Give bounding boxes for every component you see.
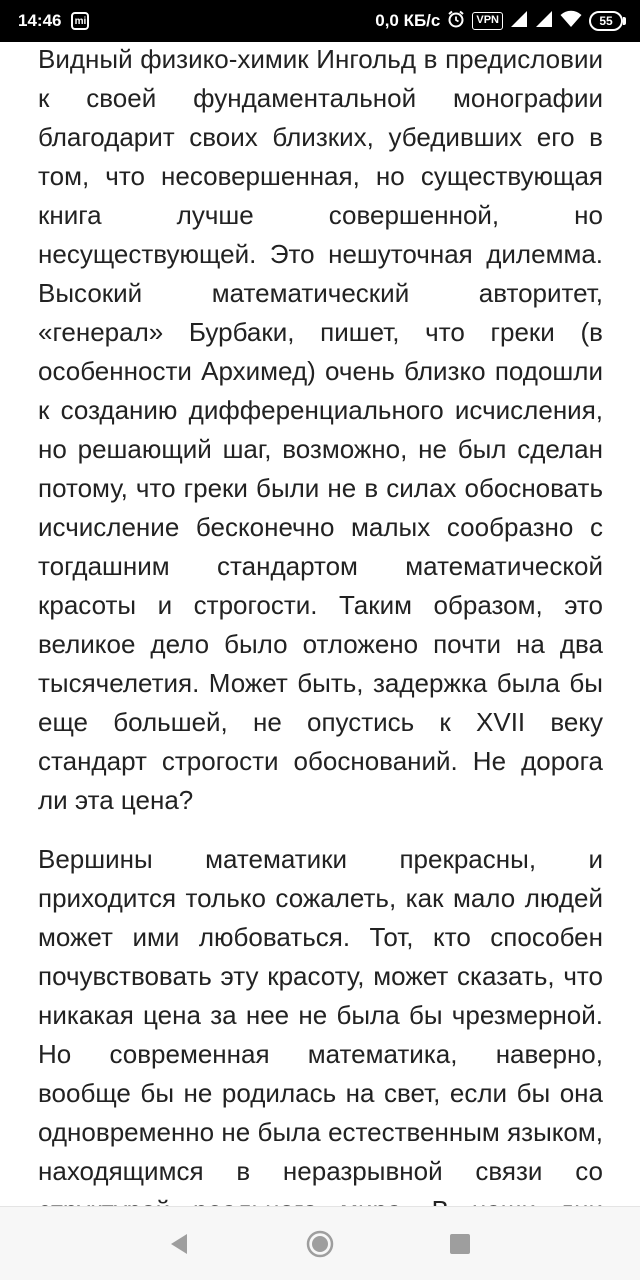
battery-level: 55 <box>589 11 623 31</box>
alarm-icon <box>447 10 465 33</box>
signal-icon-2 <box>535 10 553 33</box>
navigation-bar <box>0 1206 640 1280</box>
article-content <box>38 40 603 1206</box>
mi-notification-icon: mi <box>71 12 89 30</box>
article-paragraph: Видный физико-химик Ингольд в предисловии к своей фундаментальной монографии благодарит своих близких, убедивших его в том, что несовершенная, но существующая книга лучше совершенной, но несуществующей. Это нешуточная дилемма. Высокий математический авторитет, «генерал» Бурбаки, пишет, что греки (в особенности Архимед) очень близко подошли к созданию дифференциального исчисления, но решающий шаг, возможно, не был сделан потому, что греки были не в силах обосновать исчисление бесконечно малых сообразно с тогдашним стандартом математической красоты и строгости. Таким образом, это великое дело было отложено почти на два тысячелетия. Может быть, задержка была бы еще большей, не опустись к XVII веку стандарт строгости обоснований. Не дорога ли эта цена? <box>38 44 603 815</box>
status-time: 14:46 <box>18 11 62 30</box>
network-speed: 0,0 КБ/с <box>375 11 441 30</box>
signal-icon <box>510 10 528 33</box>
home-button[interactable] <box>300 1224 340 1264</box>
recents-icon <box>449 1233 471 1255</box>
back-icon <box>168 1232 192 1256</box>
recents-button[interactable] <box>440 1224 480 1264</box>
article-paragraph: Вершины математики прекрасны, и приходится только сожалеть, как мало людей может ими любоваться. Тот, кто способен почувствовать эту красоту, может сказать, что никакая цена за нее не была бы чрезмерной. Но современная математика, наверно, вообще бы не родилась на свет, если бы она одновременно не была естественным языком, находящимся в неразрывной связи со <box>38 844 603 1186</box>
vpn-icon: VPN <box>472 12 503 30</box>
back-button[interactable] <box>160 1224 200 1264</box>
home-icon <box>305 1229 335 1259</box>
status-bar <box>0 0 640 42</box>
wifi-icon <box>560 10 582 33</box>
battery-icon <box>589 11 626 31</box>
